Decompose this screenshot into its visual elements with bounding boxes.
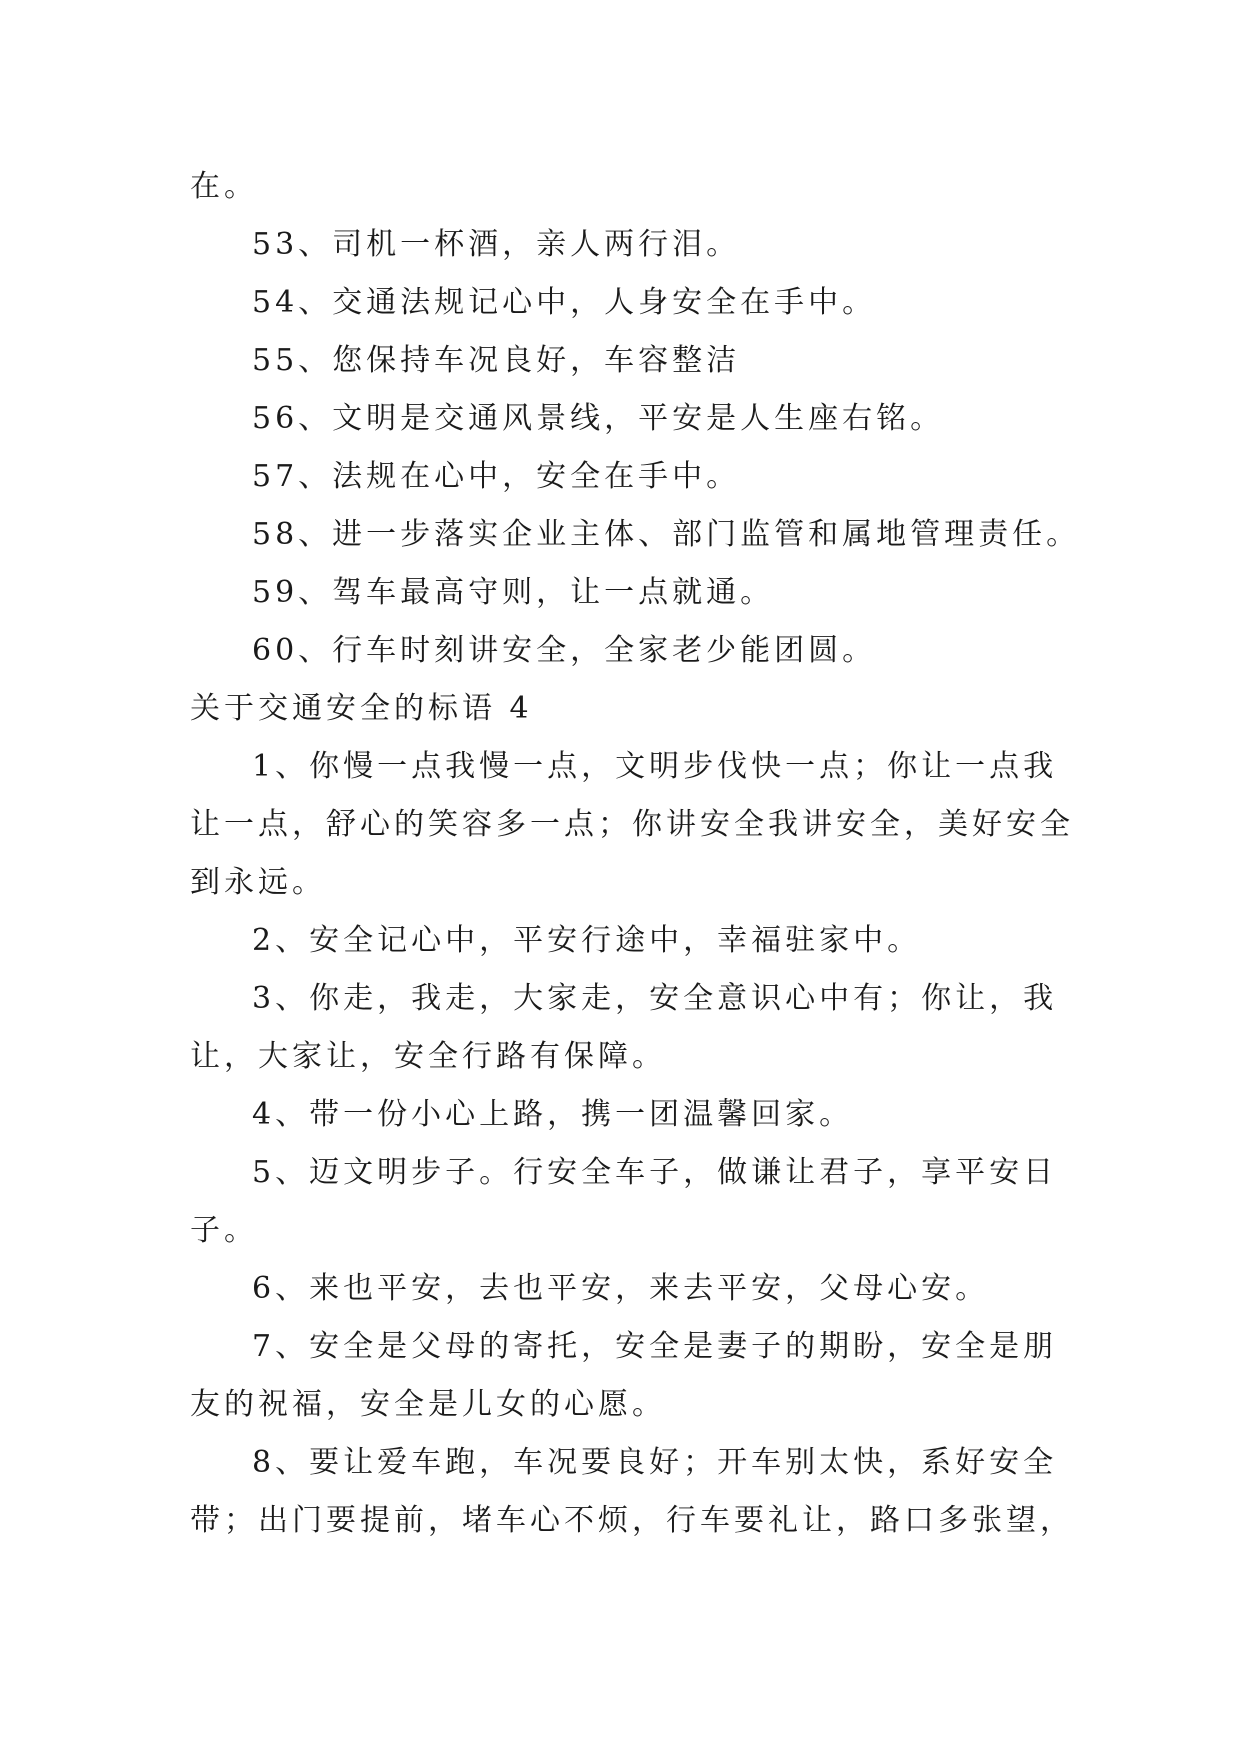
text-line: 让一点，舒心的笑容多一点；你讲安全我讲安全，美好安全 <box>190 807 1074 842</box>
text-line: 友的祝福，安全是儿女的心愿。 <box>190 1387 666 1422</box>
text-line: 在。 <box>190 169 258 204</box>
text-line: 子。 <box>190 1213 258 1248</box>
text-line: 带；出门要提前，堵车心不烦，行车要礼让，路口多张望， <box>190 1503 1074 1538</box>
slogan-54: 54、交通法规记心中，人身安全在手中。 <box>252 285 877 320</box>
text-line: 让，大家让，安全行路有保障。 <box>190 1039 666 1074</box>
slogan-7: 7、安全是父母的寄托，安全是妻子的期盼，安全是朋 <box>252 1329 1058 1364</box>
slogan-6: 6、来也平安，去也平安，来去平安，父母心安。 <box>252 1271 990 1306</box>
slogan-60: 60、行车时刻讲安全，全家老少能团圆。 <box>252 633 877 668</box>
slogan-4: 4、带一份小心上路，携一团温馨回家。 <box>252 1097 854 1132</box>
slogan-53: 53、司机一杯酒，亲人两行泪。 <box>252 227 741 262</box>
slogan-59: 59、驾车最高守则，让一点就通。 <box>252 575 775 610</box>
slogan-58: 58、进一步落实企业主体、部门监管和属地管理责任。 <box>252 517 1081 552</box>
document-body <box>190 158 1081 1550</box>
slogan-57: 57、法规在心中，安全在手中。 <box>252 459 741 494</box>
slogan-3: 3、你走，我走，大家走，安全意识心中有；你让，我 <box>252 981 1058 1016</box>
text-line: 到永远。 <box>190 865 326 900</box>
slogan-55: 55、您保持车况良好，车容整洁 <box>252 343 741 378</box>
slogan-5: 5、迈文明步子。行安全车子，做谦让君子，享平安日 <box>252 1155 1058 1190</box>
slogan-2: 2、安全记心中，平安行途中，幸福驻家中。 <box>252 923 922 958</box>
section-heading: 关于交通安全的标语 4 <box>190 691 533 726</box>
slogan-1: 1、你慢一点我慢一点，文明步伐快一点；你让一点我 <box>252 749 1058 784</box>
slogan-8: 8、要让爱车跑，车况要良好；开车别太快，系好安全 <box>252 1445 1058 1480</box>
slogan-56: 56、文明是交通风景线，平安是人生座右铭。 <box>252 401 945 436</box>
